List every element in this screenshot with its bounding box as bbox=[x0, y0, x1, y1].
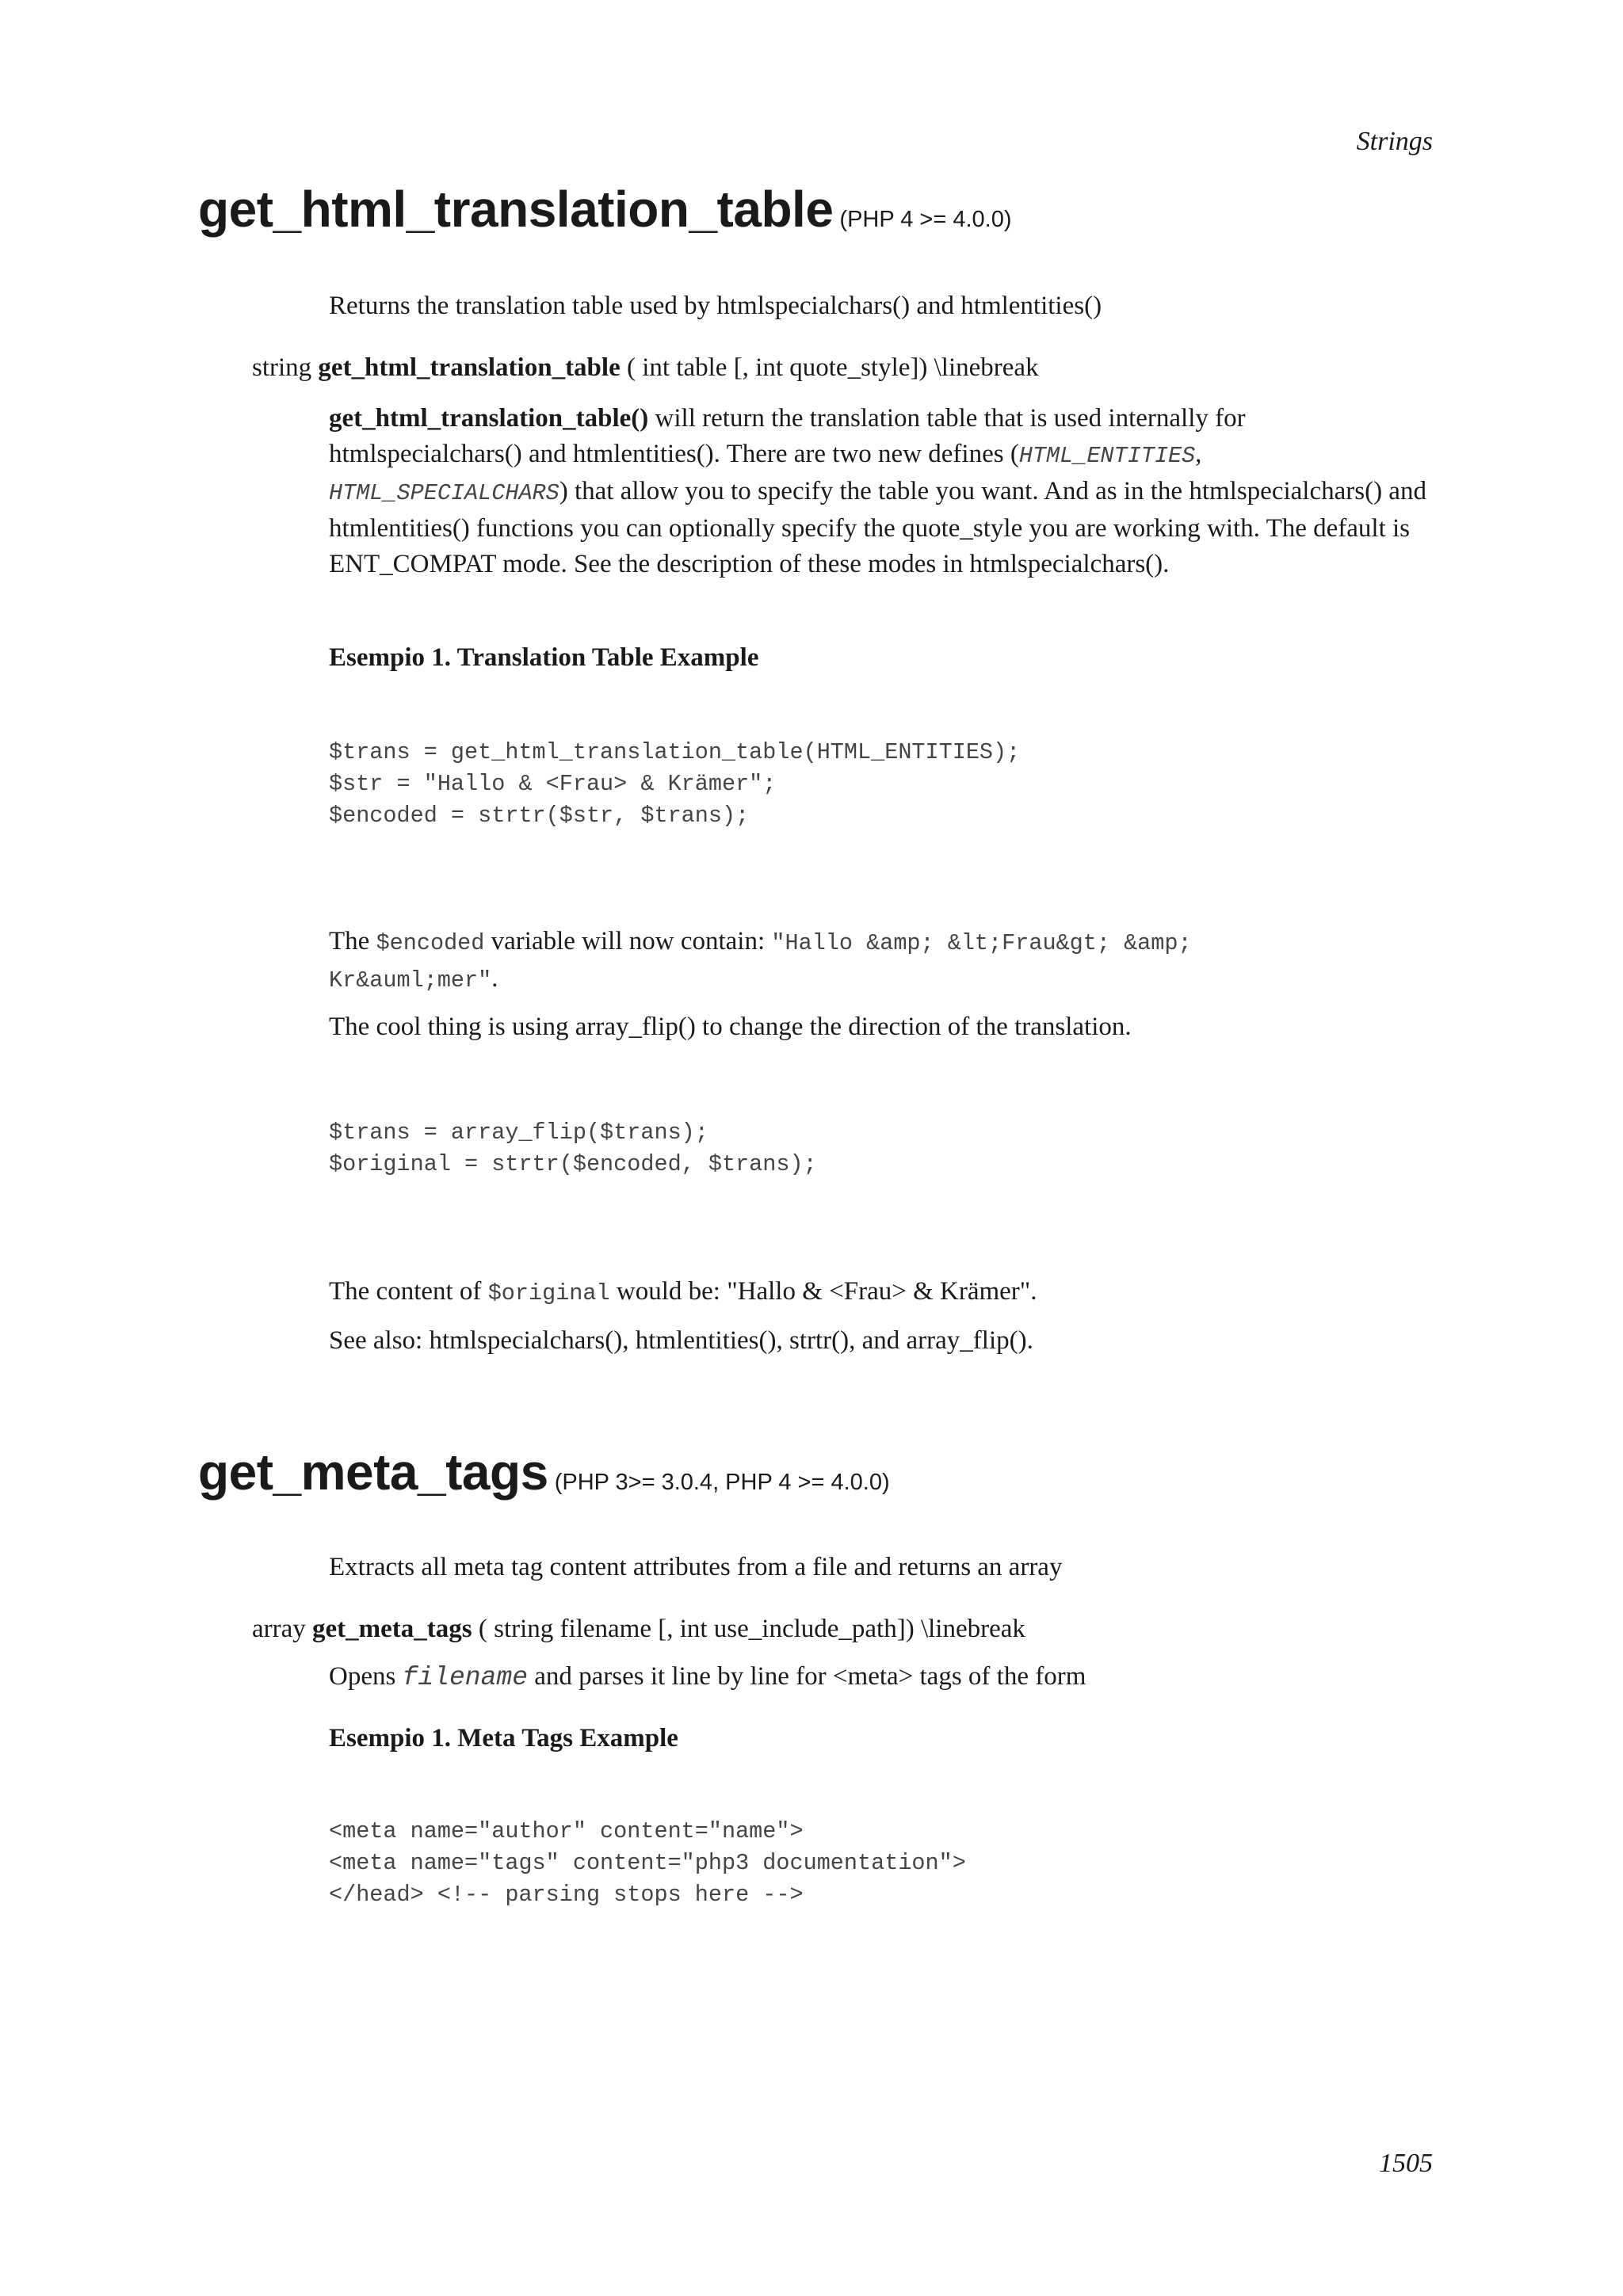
page-number: 1505 bbox=[1379, 2149, 1433, 2178]
function-name: get_meta_tags bbox=[198, 1444, 548, 1501]
function-purpose: Returns the translation table used by htmlspecialchars() and htmlentities() bbox=[329, 292, 1102, 320]
encoded-result-paragraph: The $encoded variable will now contain: "Hallo &amp; &lt;Frau&gt; &amp; Kr&auml;mer". bbox=[329, 927, 1192, 994]
code-block-2 bbox=[329, 1117, 817, 1180]
code-line: <meta name="author" content="name"> bbox=[329, 1818, 804, 1844]
function-purpose: Extracts all meta tag content attributes from a file and returns an array bbox=[329, 1553, 1063, 1581]
see-also: See also: htmlspecialchars(), htmlentities(), strtr(), and array_flip(). bbox=[329, 1326, 1033, 1355]
code-block-1 bbox=[329, 737, 1020, 832]
code-line: $encoded = strtr($str, $trans); bbox=[329, 803, 750, 829]
synopsis-function-name: get_meta_tags bbox=[312, 1615, 472, 1643]
encoded-value-cont: Kr&auml;mer" bbox=[329, 967, 492, 994]
synopsis-params: ( int table [, int quote_style]) \linebreak bbox=[626, 353, 1039, 382]
code-line: $trans = array_flip($trans); bbox=[329, 1119, 708, 1146]
function-title-get-meta-tags bbox=[198, 1444, 890, 1501]
function-version: (PHP 3>= 3.0.4, PHP 4 >= 4.0.0) bbox=[554, 1470, 890, 1495]
variable-encoded: $encoded bbox=[376, 930, 485, 956]
code-line: <meta name="tags" content="php3 documentation"> bbox=[329, 1850, 966, 1876]
function-version: (PHP 4 >= 4.0.0) bbox=[839, 207, 1012, 232]
function-name: get_html_translation_table bbox=[198, 181, 834, 238]
return-type: array bbox=[252, 1615, 306, 1643]
flip-paragraph: The cool thing is using array_flip() to change the direction of the translation. bbox=[329, 1013, 1132, 1041]
encoded-value: "Hallo &amp; &lt;Frau&gt; &amp; bbox=[771, 930, 1192, 956]
description-function-name: get_html_translation_table() bbox=[329, 404, 649, 433]
code-block-3 bbox=[329, 1816, 966, 1911]
param-filename: filename bbox=[402, 1663, 529, 1692]
synopsis-function-name: get_html_translation_table bbox=[318, 353, 621, 382]
code-line: $original = strtr($encoded, $trans); bbox=[329, 1151, 817, 1177]
example-title: Esempio 1. Translation Table Example bbox=[329, 643, 759, 672]
example-title: Esempio 1. Meta Tags Example bbox=[329, 1724, 678, 1753]
original-content-paragraph: The content of $original would be: "Hallo & <Frau> & Krämer". bbox=[329, 1277, 1037, 1306]
code-line: $str = "Hallo & <Frau> & Krämer"; bbox=[329, 771, 777, 797]
synopsis-params: ( string filename [, int use_include_path]) \linebreak bbox=[478, 1615, 1025, 1643]
function-title-get-html-translation-table bbox=[198, 181, 1012, 238]
function-synopsis bbox=[252, 1615, 1025, 1644]
constant-html-specialchars: HTML_SPECIALCHARS bbox=[329, 480, 559, 506]
return-type: string bbox=[252, 353, 312, 382]
code-line: $trans = get_html_translation_table(HTML_ENTITIES); bbox=[329, 739, 1021, 765]
constant-html-entities: HTML_ENTITIES bbox=[1018, 443, 1196, 469]
code-line: </head> <!-- parsing stops here --> bbox=[329, 1882, 804, 1908]
description-paragraph: get_html_translation_table() will return the translation table that is used internally for htmlspecialchars() and htmlentities(). There are two new defines (HTML_ENTITIES, HTML_SPECIALCHARS) that allow you to specify the table you want. And as in the htmlspecialchars() and htmlentities() functions you can optionally specify the quote_style you are working with. The default is ENT_COMPAT mode. See the description of these modes in htmlspecialchars(). bbox=[329, 404, 1426, 578]
function-synopsis bbox=[252, 353, 1039, 383]
description-paragraph: Opens filename and parses it line by line for <meta> tags of the form bbox=[329, 1662, 1086, 1692]
variable-original: $original bbox=[487, 1280, 610, 1306]
running-header: Strings bbox=[1356, 127, 1433, 156]
